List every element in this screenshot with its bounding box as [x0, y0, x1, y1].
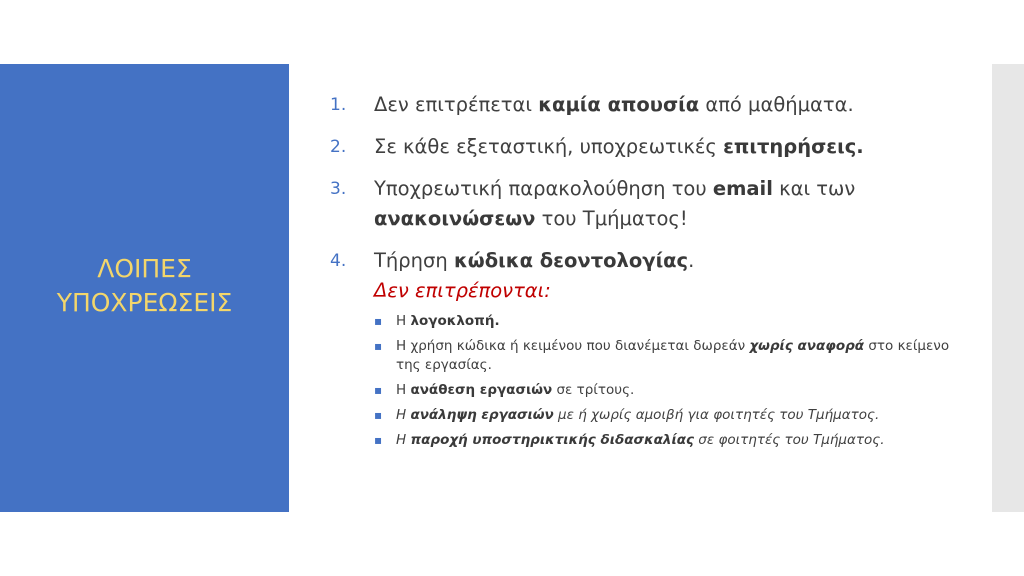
list-item — [330, 174, 970, 234]
sub-item-text: Η — [396, 313, 411, 329]
side-bar — [992, 64, 1024, 512]
sub-item-bold: ανάθεση εργασιών — [410, 382, 553, 398]
bullet-icon: ▪ — [374, 339, 383, 353]
sub-item-text: με ή χωρίς αμοιβή για φοιτητές του Τμήματος. — [553, 407, 880, 423]
slide-title — [0, 252, 289, 320]
item-text: Σε κάθε εξεταστική, υποχρεωτικές — [374, 135, 724, 158]
obligations-list — [330, 90, 970, 462]
bullet-icon: ▪ — [374, 383, 383, 397]
item-bold: ανακοινώσεων — [374, 207, 536, 230]
item-text: Τήρηση — [374, 249, 454, 272]
list-item — [330, 132, 970, 162]
sub-item-text: στο κείμενο της εργασίας. — [396, 338, 950, 373]
item-text: από μαθήματα. — [699, 93, 854, 116]
sub-item-bold: παροχή υποστηρικτικής διδασκαλίας — [410, 432, 695, 448]
list-item — [330, 90, 970, 120]
sub-item-text: σε τρίτους. — [552, 382, 635, 398]
bullet-icon: ▪ — [374, 408, 383, 422]
sub-item-text: Η — [396, 432, 411, 448]
list-number: 2. — [330, 137, 347, 157]
sub-item-text: Η χρήση κώδικα ή κειμένου που διανέμεται δωρεάν — [396, 338, 750, 354]
sub-item-bold: χωρίς αναφορά — [749, 338, 865, 354]
item-bold: email — [712, 177, 773, 200]
sub-item-text: Η — [396, 382, 411, 398]
item-bold: επιτηρήσεις. — [723, 135, 864, 158]
list-number: 3. — [330, 179, 347, 199]
sub-item-text: Η — [396, 407, 411, 423]
sub-item-bold: λογοκλοπή. — [410, 313, 500, 329]
sub-list-item — [374, 337, 970, 375]
item-text: και των — [772, 177, 856, 200]
not-allowed-heading: Δεν επιτρέπονται: — [374, 279, 551, 302]
sub-list-item — [374, 431, 970, 450]
sub-list-item — [374, 406, 970, 425]
sub-list-item — [374, 312, 970, 331]
item-bold: κώδικα δεοντολογίας — [453, 249, 689, 272]
item-text: . — [688, 249, 695, 272]
list-number: 1. — [330, 95, 347, 115]
list-number: 4. — [330, 251, 347, 271]
sub-list-item — [374, 381, 970, 400]
item-text: Δεν επιτρέπεται — [374, 93, 539, 116]
list-item — [330, 246, 970, 450]
sub-item-text: σε φοιτητές του Τμήματος. — [694, 432, 885, 448]
bullet-icon: ▪ — [374, 314, 383, 328]
sub-item-bold: ανάληψη εργασιών — [410, 407, 554, 423]
prohibited-list — [374, 312, 970, 450]
item-text: του Τμήματος! — [535, 207, 688, 230]
slide-title-line1: ΛΟΙΠΕΣ — [97, 254, 192, 283]
item-bold: καμία απουσία — [538, 93, 700, 116]
bullet-icon: ▪ — [374, 433, 383, 447]
slide-title-line2: ΥΠΟΧΡΕΩΣΕΙΣ — [56, 288, 233, 317]
item-text: Υποχρεωτική παρακολούθηση του — [374, 177, 713, 200]
